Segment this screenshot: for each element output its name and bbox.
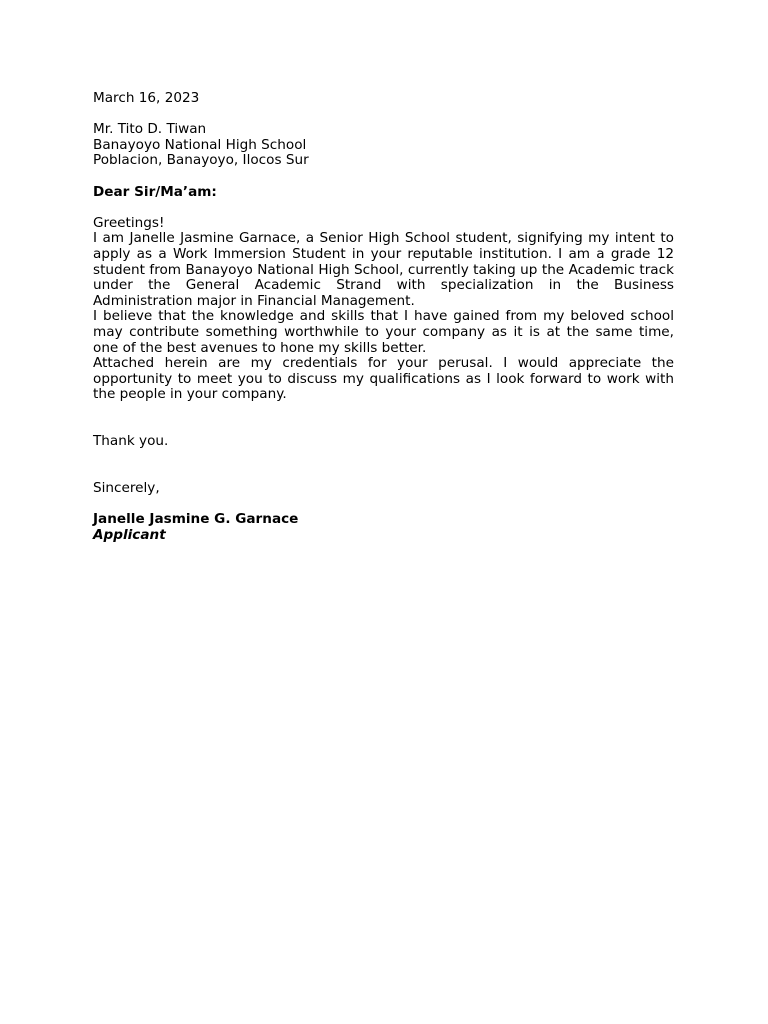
body-paragraph-1: I am Janelle Jasmine Garnace, a Senior High School student, signifying my intent to apply as a Work Immersion Student in your reputable institution. I am a grade 12 student from Banayoyo National High School, currently taking up the Academic track under the General Academic Strand with specialization in the Business Administration major in Financial Management.	[93, 230, 674, 309]
closing-line: Sincerely,	[93, 479, 160, 496]
letter-date: March 16, 2023	[93, 90, 200, 106]
recipient-name: Mr. Tito D. Tiwan	[93, 121, 207, 138]
signature-title: Applicant	[93, 526, 166, 543]
body-paragraph-2: I believe that the knowledge and skills that I have gained from my beloved school may contribute something worthwhile to your company as it is at the same time, one of the best avenues to hone my skills better.	[93, 308, 674, 356]
signature-block	[93, 512, 674, 543]
letter-page	[93, 91, 674, 543]
greeting: Greetings!	[93, 214, 165, 231]
body-paragraph-3: Attached herein are my credentials for your perusal. I would appreciate the opportunity to meet you to discuss my qualifications as I look forward to work with the people in your company.	[93, 355, 674, 403]
thanks-line: Thank you.	[93, 433, 169, 450]
recipient-organization: Banayoyo National High School	[93, 136, 307, 153]
recipient-address: Poblacion, Banayoyo, Ilocos Sur	[93, 152, 309, 169]
salutation: Dear Sir/Ma’am:	[93, 183, 217, 200]
recipient-block	[93, 122, 674, 169]
signature-name: Janelle Jasmine G. Garnace	[93, 511, 299, 528]
